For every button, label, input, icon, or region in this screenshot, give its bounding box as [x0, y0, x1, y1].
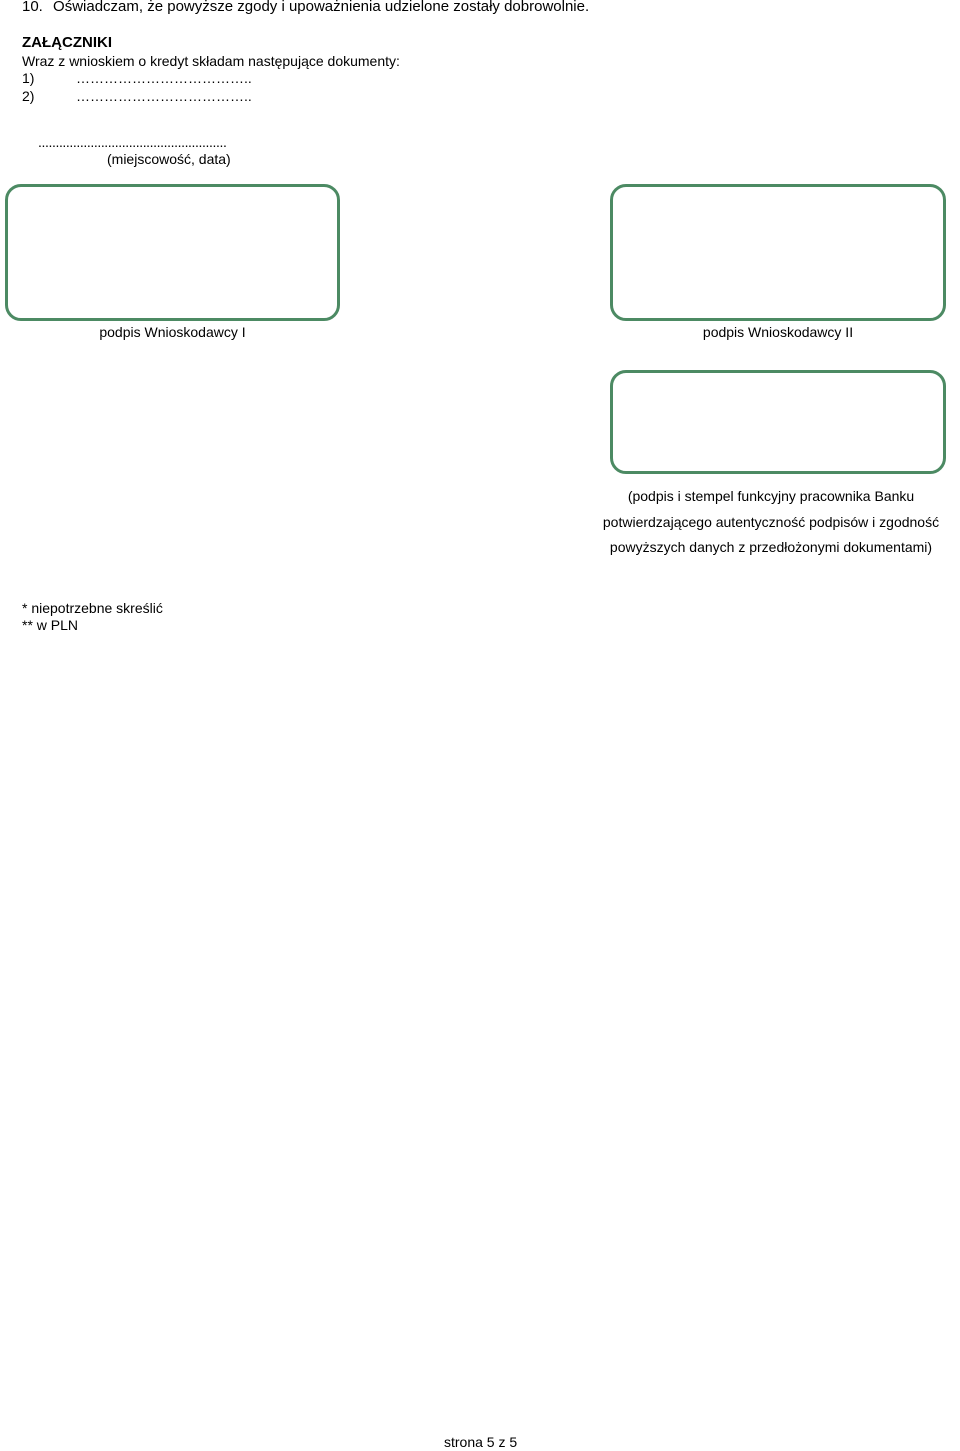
attachment-item-number: 1) — [22, 70, 35, 86]
attachment-item — [22, 70, 252, 87]
attachment-item-number: 2) — [22, 88, 35, 104]
statement-10 — [22, 0, 589, 16]
bank-employee-label-line-1: (podpis i stempel funkcyjny pracownika Banku — [627, 488, 915, 504]
applicant-1-signature-box — [5, 184, 340, 321]
applicant-2-signature-box — [610, 184, 946, 321]
applicant-2-signature-label: podpis Wnioskodawcy II — [702, 324, 854, 340]
statement-text: Oświadczam, że powyższe zgody i upoważnienia udzielone zostały dobrowolnie. — [53, 0, 590, 15]
place-date-line: ...................................................... — [38, 134, 227, 150]
attachment-item-placeholder: ……………………………….. — [76, 70, 252, 86]
attachment-item-placeholder: ……………………………….. — [76, 88, 252, 104]
bank-employee-label-line-2: potwierdzającego autentyczność podpisów i zgodność — [602, 514, 940, 530]
footnote: ** w PLN — [22, 617, 79, 633]
place-date-label: (miejscowość, data) — [107, 151, 231, 167]
attachments-heading: ZAŁĄCZNIKI — [22, 34, 112, 51]
bank-employee-label-line-3: powyższych danych z przedłożonymi dokumentami) — [609, 539, 933, 555]
attachments-intro: Wraz z wnioskiem o kredyt składam następujące dokumenty: — [22, 53, 400, 69]
bank-employee-signature-box — [610, 370, 946, 474]
applicant-1-signature-label: podpis Wnioskodawcy I — [99, 324, 246, 340]
attachment-item — [22, 88, 252, 105]
page-number: strona 5 z 5 — [444, 1434, 518, 1450]
footnote: * niepotrzebne skreślić — [22, 600, 163, 616]
statement-number: 10. — [22, 0, 43, 15]
